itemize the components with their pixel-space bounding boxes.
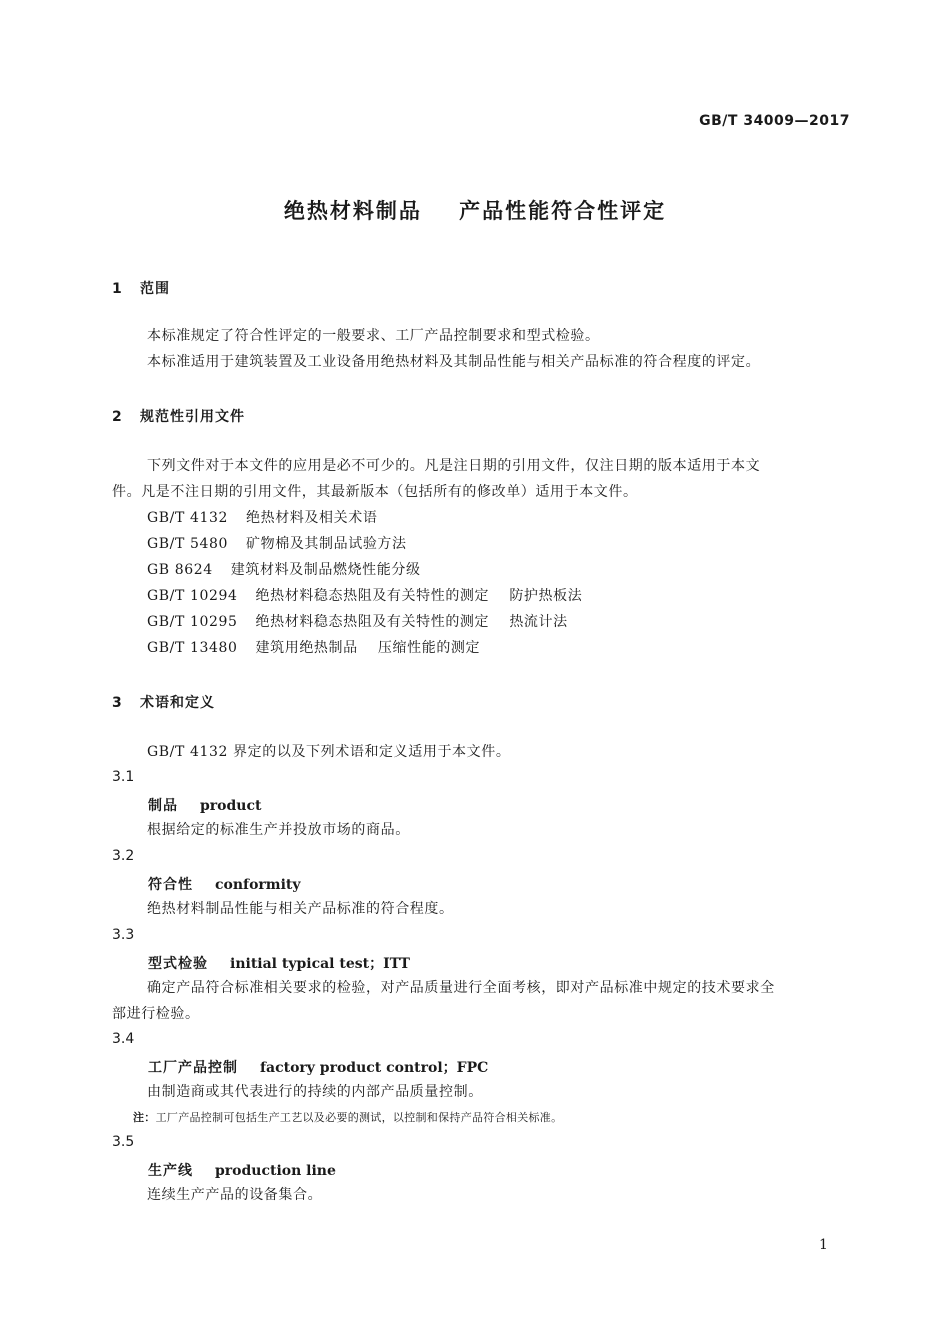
term-zh: 生产线: [148, 1163, 193, 1179]
term-en: factory product control；FPC: [260, 1060, 489, 1076]
term-heading: [148, 1057, 488, 1077]
paragraph: 件。凡是不注日期的引用文件，其最新版本（包括所有的修改单）适用于本文件。: [112, 484, 638, 500]
standard-code: GB/T 34009—2017: [699, 113, 850, 129]
term-number: 3.2: [112, 848, 135, 864]
reference-title: 绝热材料稳态热阻及有关特性的测定 热流计法: [255, 614, 568, 630]
paragraph: 下列文件对于本文件的应用是必不可少的。凡是注日期的引用文件，仅注日期的版本适用于本文: [147, 458, 761, 474]
reference-item: [147, 609, 568, 635]
term-heading: [148, 795, 261, 815]
term-en: conformity: [215, 877, 301, 893]
term-definition: 确定产品符合标准相关要求的检验，对产品质量进行全面考核，即对产品标准中规定的技术要求全: [147, 980, 775, 996]
paragraph: GB/T 4132 界定的以及下列术语和定义适用于本文件。: [147, 744, 511, 760]
term-number: 3.5: [112, 1134, 135, 1150]
reference-item: [147, 583, 582, 609]
term-heading: [148, 874, 301, 894]
reference-item: [147, 635, 480, 661]
term-zh: 工厂产品控制: [148, 1060, 238, 1076]
term-zh: 符合性: [148, 877, 193, 893]
paragraph: 本标准规定了符合性评定的一般要求、工厂产品控制要求和型式检验。: [147, 328, 600, 344]
term-definition: 部进行检验。: [112, 1006, 200, 1022]
term-number: 3.1: [112, 769, 135, 785]
section-number: 3: [112, 695, 123, 711]
section-2-heading: [112, 406, 245, 426]
term-en: initial typical test；ITT: [230, 956, 410, 972]
term-heading: [148, 953, 410, 973]
term-zh: 制品: [148, 798, 178, 814]
term-en: production line: [215, 1163, 336, 1179]
paragraph: 本标准适用于建筑装置及工业设备用绝热材料及其制品性能与相关产品标准的符合程度的评定。: [147, 354, 761, 370]
section-number: 1: [112, 281, 123, 297]
reference-title: 绝热材料及相关术语: [246, 510, 378, 526]
term-heading: [148, 1160, 336, 1180]
page-number: 1: [819, 1237, 828, 1253]
term-definition: 绝热材料制品性能与相关产品标准的符合程度。: [147, 901, 454, 917]
section-title: 规范性引用文件: [140, 409, 245, 425]
reference-item: [147, 531, 407, 557]
reference-code: GB/T 10295: [147, 614, 238, 630]
reference-code: GB 8624: [147, 562, 213, 578]
term-number: 3.4: [112, 1031, 135, 1047]
note-label: 注：: [133, 1111, 156, 1124]
reference-code: GB/T 5480: [147, 536, 229, 552]
term-definition: 由制造商或其代表进行的持续的内部产品质量控制。: [147, 1084, 483, 1100]
term-note: [133, 1109, 562, 1125]
term-definition: 连续生产产品的设备集合。: [147, 1187, 323, 1203]
term-number: 3.3: [112, 927, 135, 943]
section-number: 2: [112, 409, 123, 425]
reference-title: 绝热材料稳态热阻及有关特性的测定 防护热板法: [255, 588, 583, 604]
section-title: 范围: [140, 281, 170, 297]
note-text: 工厂产品控制可包括生产工艺以及必要的测试，以控制和保持产品符合相关标准。: [155, 1111, 563, 1124]
section-title: 术语和定义: [140, 695, 215, 711]
term-definition: 根据给定的标准生产并投放市场的商品。: [147, 822, 410, 838]
term-en: product: [200, 798, 262, 814]
section-1-heading: [112, 278, 170, 298]
reference-item: [147, 557, 421, 583]
reference-item: [147, 505, 377, 531]
reference-code: GB/T 13480: [147, 640, 238, 656]
reference-code: GB/T 4132: [147, 510, 229, 526]
reference-title: 建筑材料及制品燃烧性能分级: [230, 562, 421, 578]
reference-code: GB/T 10294: [147, 588, 238, 604]
term-zh: 型式检验: [148, 956, 208, 972]
document-title: 绝热材料制品 产品性能符合性评定: [283, 199, 667, 223]
reference-title: 建筑用绝热制品 压缩性能的测定: [255, 640, 481, 656]
reference-title: 矿物棉及其制品试验方法: [246, 536, 407, 552]
section-3-heading: [112, 692, 215, 712]
